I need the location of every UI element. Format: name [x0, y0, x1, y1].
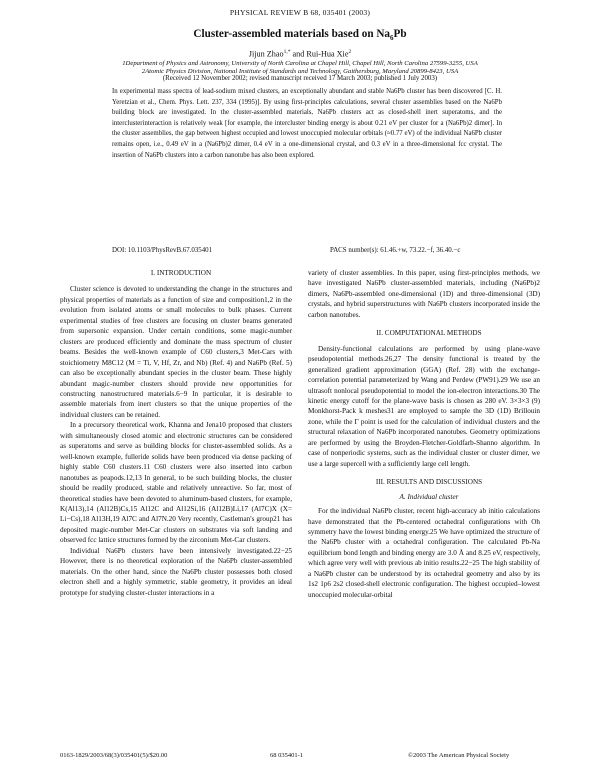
results-paragraph: For the individual Na6Pb cluster, recent high-accuracy ab initio calculations have demonstrated that the Pb-centered octahedral configurations with Oh symmetry have the lowest binding energy.25 We have optimized the structure of the Na6Pb cluster with a octahedral configuration. The calculated Pb-Na equilibrium bond length and binding energy are 3.0 Å and 8.25 eV, respectively, which agree very well with previous ab initio results.22−25 The high stability of a Na6Pb cluster can be understood by its octahedral geometry and also by its 1s2 1p6 2s2 closed-shell electronic configuration. The highest occupied–lowest unoccupied molecular-orbital: [308, 507, 540, 599]
authors: Jijun Zhao$^{1,*}$ and Rui-Hua Xie$^2$: [248, 49, 352, 59]
paper-title: Cluster-assembled materials based on $Na_6Pb$: [193, 28, 407, 43]
intro-paragraph-2: In a precursory theoretical work, Khanna and Jena10 proposed that clusters with simultaneously closed atomic and electronic structures can be considered as superatoms and serve as building blocks for cluster-assembled solids. As a well-known example, fulleride solids have been produced via dense packing of highly stable C60 clusters.11 C60 clusters were also inserted into carbon nanotubes as peapods.12,13 In general, to be such building blocks, the cluster should be readily produced, stable and relatively unreactive. So far, most of theoretical studies have been devoted to aluminum-based clusters, for example, K(Al13),14 (Al12B)Cs,15 Al12C and Al12Si,16 (Al12B)Li,17 (Al7C)X (X= Li−Cs),18 Al13H,19 Al7C and Al7N.20 Very recently, Castleman's group21 has deposited magic-number Met-Car clusters on substrates via soft landing and observed fcc lattice structures formed by the zirconium Met-Car clusters.: [60, 421, 292, 545]
affiliation-2: 2Atomic Physics Division, National Institute of Standards and Technology, Gaithersburg, Maryland 20899-8423, USA: [141, 68, 459, 75]
subsection-individual-cluster-title: A. Individual cluster: [399, 492, 459, 501]
pacs-numbers: PACS number(s): 61.46.+w, 73.22.−f, 36.40.−c: [330, 247, 461, 254]
doi: DOI: 10.1103/PhysRevB.67.035401: [112, 247, 213, 254]
intro-continuation: variety of cluster assemblies. In this paper, using first-principles methods, we have investigated Na6Pb cluster-assembled materials, including (Na6Pb)2 dimers, Na6Pb-assembled one-dimensional (1D) and three-dimensional (3D) crystals, and hybrid superstructures with Na6Pb clusters incorporated inside the carbon nanotubes.: [308, 269, 540, 319]
footer-issn: 0163-1829/2003/68(3)/035401(5)/$20.00: [60, 752, 168, 759]
abstract: In experimental mass spectra of lead-sodium mixed clusters, an exceptionally abundant and stable Na6Pb cluster has been discovered [C. H. Yeretzian et al., Chem. Phys. Lett. 237, 334 (1995)]. By using first-principles calculations, several cluster assemblies based on the Na6Pb building block are investigated. In the cluster-assembled materials, Na6Pb clusters act as closed-shell inert superatoms, and the interclusterinteraction is relatively weak [for example, the intercluster binding energy is about 0.21 eV per cluster for a (Na6Pb)2 dimer]. In the cluster assemblies, the gap between highest occupied and lowest unoccupied molecular orbitals (≈0.77 eV) of the individual Na6Pb cluster remains open, i.e., 0.49 eV in a (Na6Pb)2 dimer, 0.4 eV in a one-dimensional crystal, and 0.3 eV in a three-dimensional fcc crystal. The insertion of Na6Pb clusters into a carbon nanotube has also been explored.: [112, 88, 502, 159]
section-methods-title: II. COMPUTATIONAL METHODS: [376, 329, 482, 338]
intro-paragraph-1: Cluster science is devoted to understanding the change in the structures and physical properties of materials as a function of size and composition1,2 in the evolution from isolated atoms or small molecules to bulk phases. Current experimental studies of free clusters are focusing on cluster beams generated from supersonic expansion. Under certain conditions, some magic-number clusters are produced efficiently and dominate the mass spectrum of cluster beams. Besides the well-known example of C60 clusters,3 Met-Cars with stoichiometry M8C12 (M = Ti, V, Hf, Zr, and Nb) (Ref. 4) and Na6Pb (Ref. 5) can also be exceptionally abundant species in the cluster beam. These highly abundant magic-number clusters should provide new opportunities for constructing nanostructured materials.6−9 In particular, it is desirable to assemble materials from inert clusters so that the unique properties of the individual clusters can be retained.: [60, 285, 292, 419]
section-introduction-title: I. INTRODUCTION: [150, 269, 212, 277]
section-results-title: III. RESULTS AND DISCUSSIONS: [375, 478, 483, 487]
running-head: PHYSICAL REVIEW B 68, 035401 (2003): [229, 8, 371, 17]
right-column: [308, 268, 540, 600]
intro-paragraph-3: Individual Na6Pb clusters have been intensively investigated.22−25 However, there is no theoretical exploration of the Na6Pb cluster-assembled materials. On the other hand, since the Na6Pb cluster possesses both closed electron shell and a highly symmetric, stable geometry, it provides an ideal prototype for studying cluster-cluster interactions in a: [60, 546, 292, 597]
footer-page-number: 68 035401-1: [270, 752, 304, 759]
received-dates: (Received 12 November 2002; revised manuscript received 17 March 2003; published 1 July 2003): [162, 75, 438, 82]
affiliation-1: 1Department of Physics and Astronomy, University of North Carolina at Chapel Hill, Chapel Hill, North Carolina 27599-3255, USA: [122, 60, 478, 67]
left-column: [60, 268, 292, 598]
methods-paragraph: Density-functional calculations are performed by using plane-wave pseudopotential methods.26,27 The density functional is treated by the generalized gradient approximation (GGA) (Ref. 28) with the exchange-correlation potential parameterized by Wang and Perdew (PW91).29 We use an ultrasoft nonlocal pseudopotential to model the ion-electron interactions.30 The kinetic energy cutoff for the plane-wave basis is chosen as 280 eV. 3×3×3 (9) Monkhorst-Pack k meshes31 are employed to sample the 3D (1D) Brillouin zone, while the Γ point is used for the calculation of individual clusters and the structural relaxation of Na6Pb incorporated nanotubes. Geometry optimizations are performed by using the Broyden-Fletcher-Goldfarb-Shanno algorithm. In case of nonperiodic systems, such as the individual cluster or cluster dimer, we use a large supercell with a sufficiently large cell length.: [308, 344, 540, 468]
footer-copyright: ©2003 The American Physical Society: [408, 752, 510, 759]
